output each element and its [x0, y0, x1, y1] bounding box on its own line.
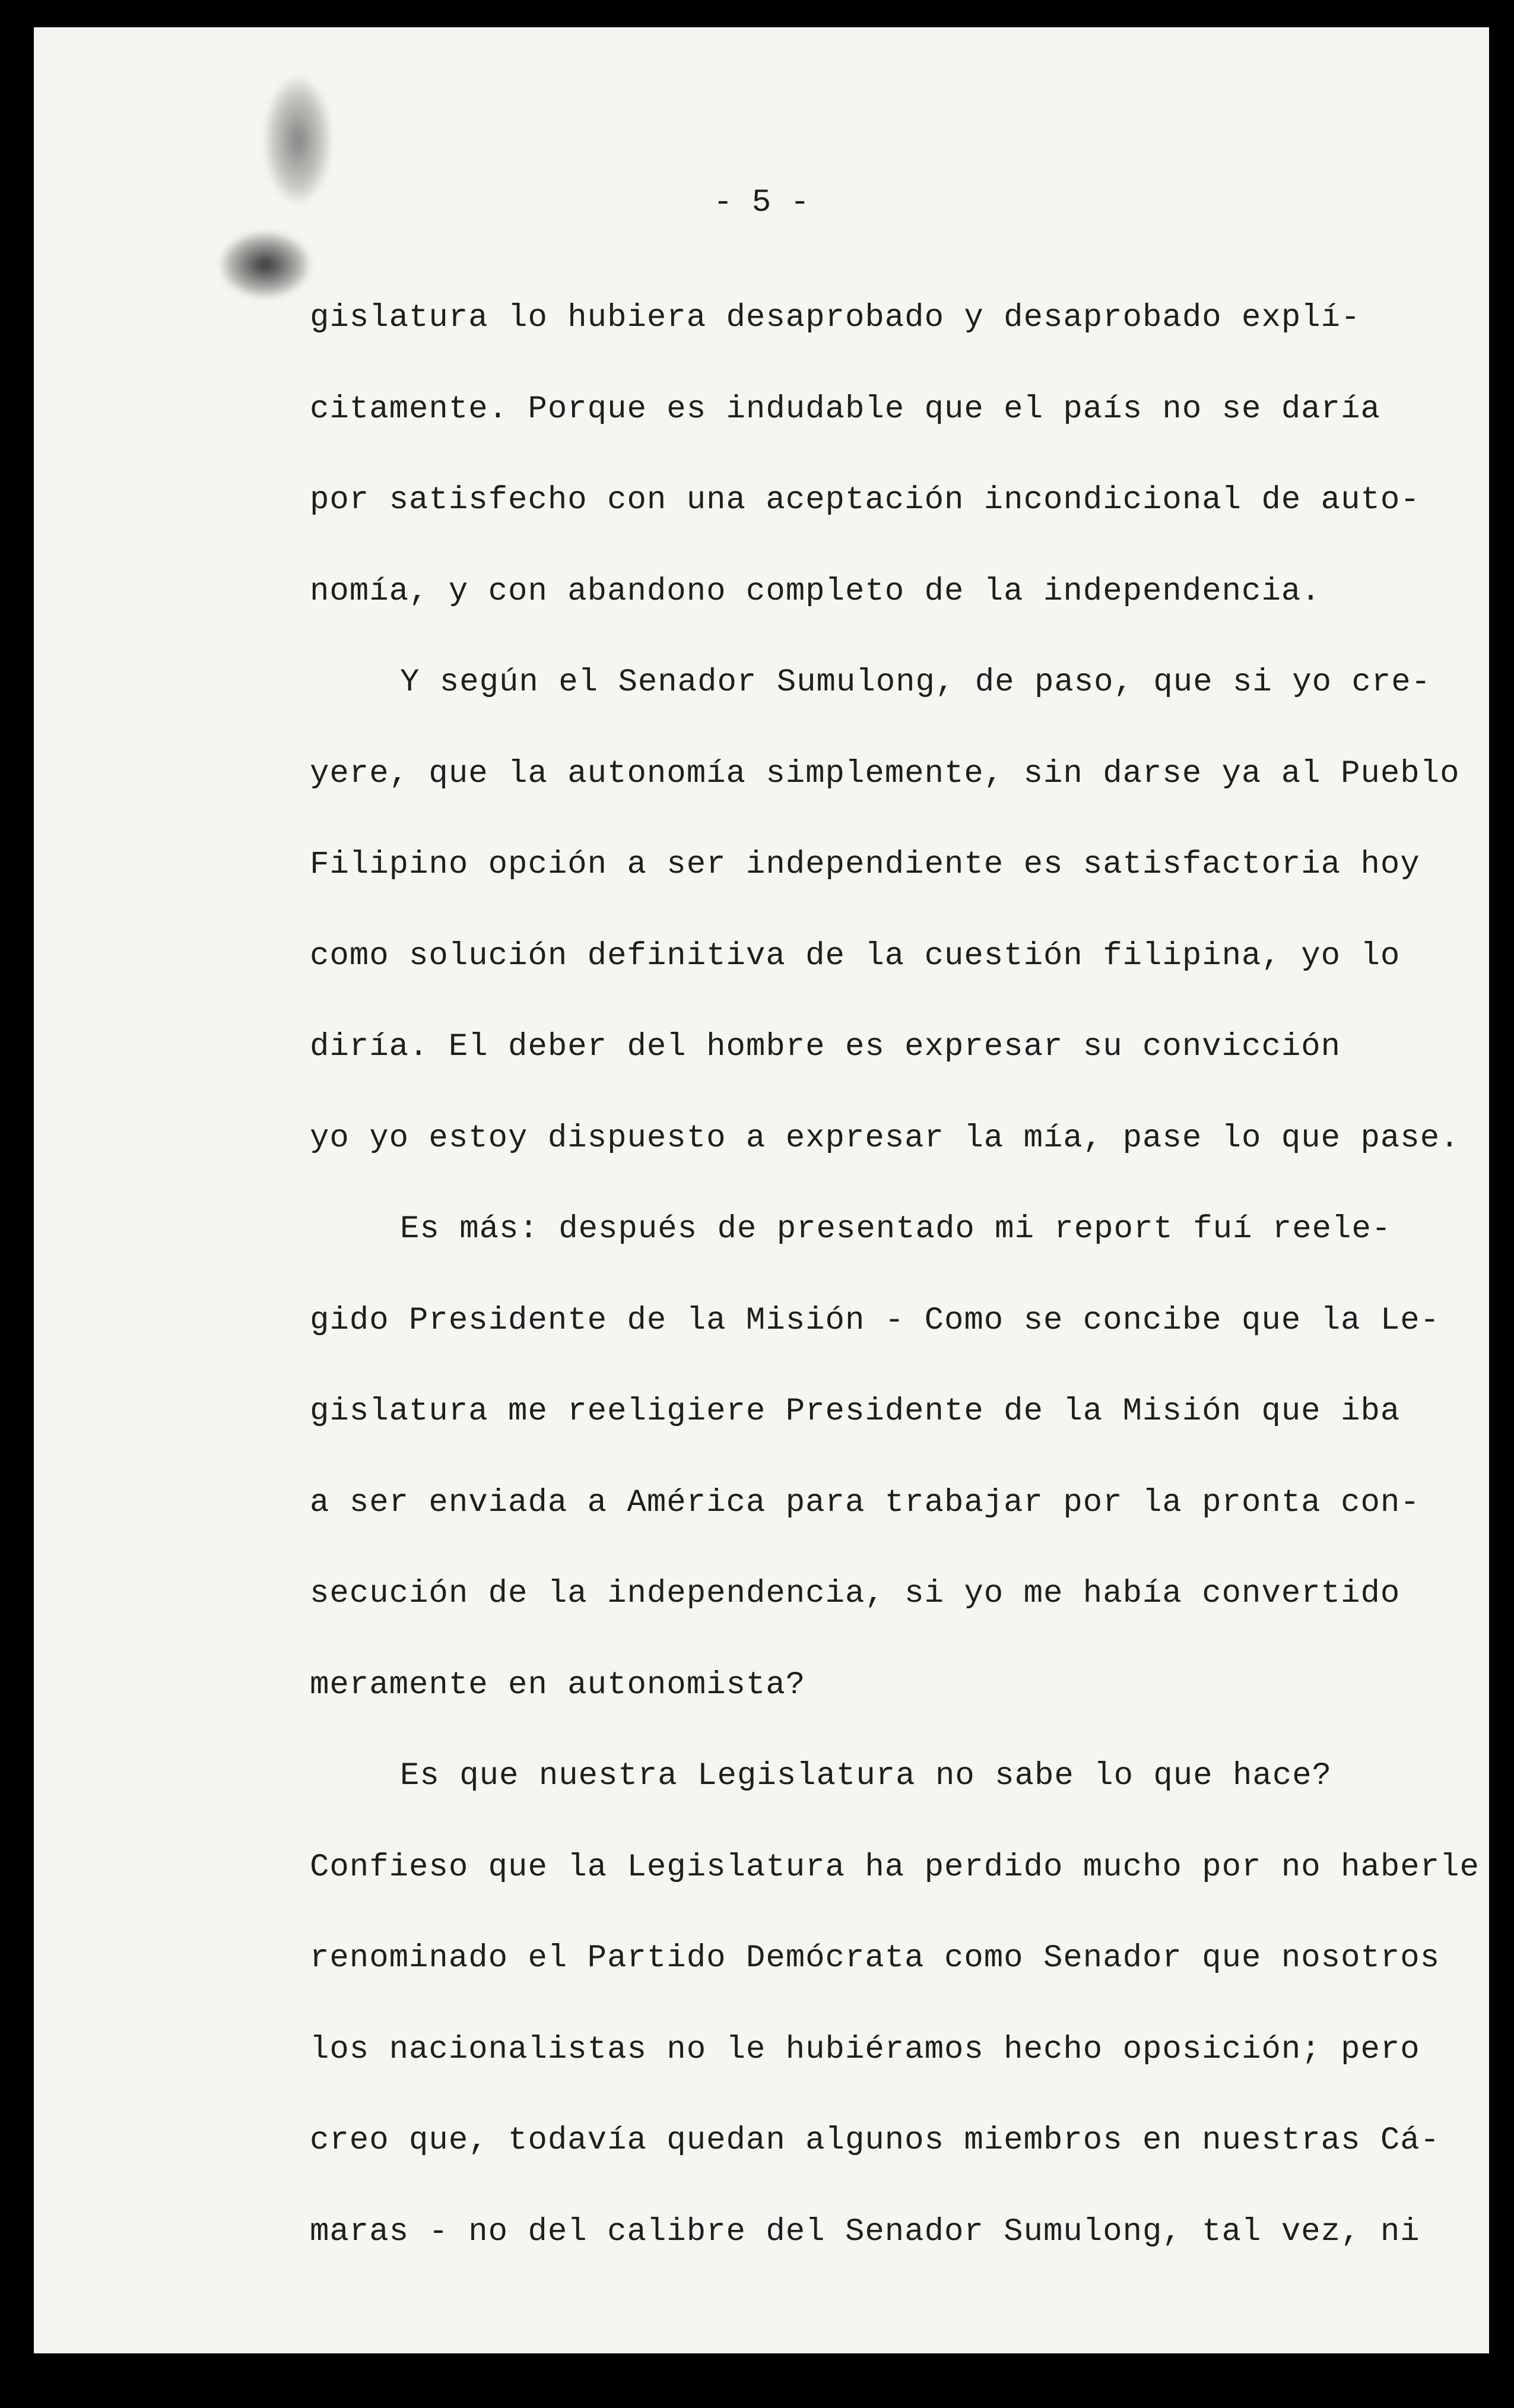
- text-line: los nacionalistas no le hubiéramos hecho oposición; pero: [310, 2031, 1420, 2068]
- text-line: yo yo estoy dispuesto a expresar la mía, pase lo que pase.: [310, 1120, 1460, 1157]
- text-line: Filipino opción a ser independiente es satisfactoria hoy: [310, 847, 1420, 883]
- text-line: Es más: después de presentado mi report fuí reele-: [400, 1211, 1392, 1247]
- text-line: gislatura me reeligiere Presidente de la Misión que iba: [310, 1393, 1401, 1430]
- text-line: nomía, y con abandono completo de la independencia.: [310, 573, 1321, 610]
- text-line: maras - no del calibre del Senador Sumulong, tal vez, ni: [310, 2213, 1420, 2250]
- text-line: gido Presidente de la Misión - Como se concibe que la Le-: [310, 1302, 1440, 1339]
- ink-smudge: [221, 232, 310, 297]
- text-line: Confieso que la Legislatura ha perdido mucho por no haberle: [310, 1849, 1480, 1886]
- text-line: secución de la independencia, si yo me había convertido: [310, 1576, 1401, 1612]
- text-line: gislatura lo hubiera desaprobado y desaprobado explí-: [310, 300, 1361, 336]
- text-line: creo que, todavía quedan algunos miembros en nuestras Cá-: [310, 2122, 1440, 2159]
- text-line: por satisfecho con una aceptación incondicional de auto-: [310, 482, 1420, 518]
- text-line: renominado el Partido Demócrata como Senador que nosotros: [310, 1940, 1440, 1976]
- text-line: yere, que la autonomía simplemente, sin darse ya al Pueblo: [310, 755, 1460, 792]
- text-line: Y según el Senador Sumulong, de paso, que si yo cre-: [400, 664, 1432, 701]
- text-line: diría. El deber del hombre es expresar su convicción: [310, 1029, 1341, 1065]
- page-number: - 5 -: [713, 185, 810, 221]
- text-line: como solución definitiva de la cuestión filipina, yo lo: [310, 937, 1401, 974]
- typed-body-text: [310, 292, 1480, 2296]
- text-line: citamente. Porque es indudable que el país no se daría: [310, 391, 1380, 427]
- ink-smudge: [265, 78, 331, 202]
- text-line: a ser enviada a América para trabajar por la pronta con-: [310, 1484, 1420, 1521]
- document-page: [34, 27, 1489, 2353]
- text-line: meramente en autonomista?: [310, 1666, 806, 1703]
- text-line: Es que nuestra Legislatura no sabe lo que hace?: [400, 1758, 1332, 1794]
